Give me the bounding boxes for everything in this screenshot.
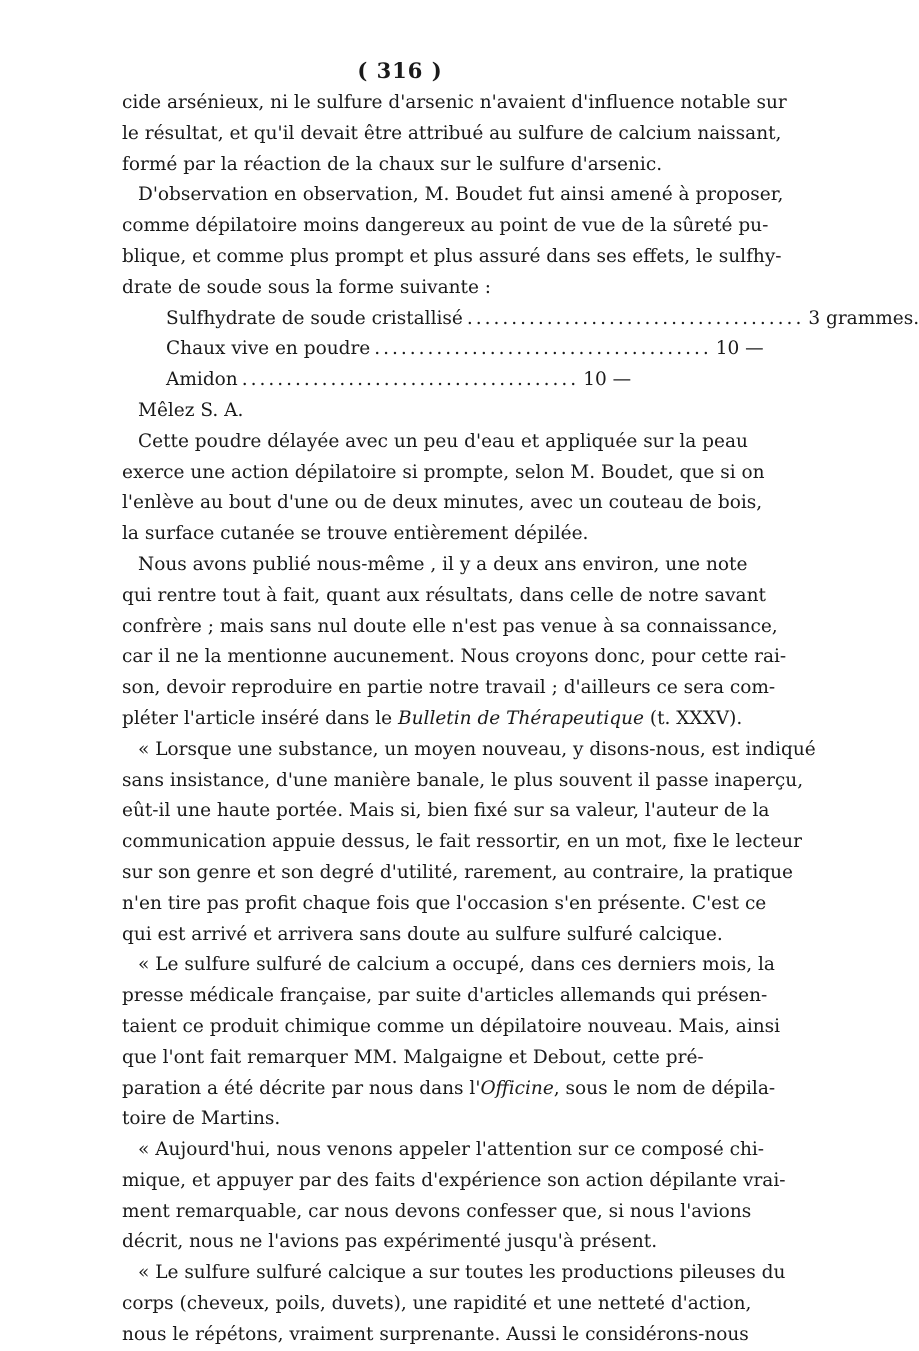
recipe-ingredient: Sulfhydrate de soude cristallisé (166, 307, 463, 329)
publication-title: Officine (480, 1077, 554, 1099)
text-line: communication appuie dessus, le fait ressortir, en un mot, fixe le lecteur (122, 831, 802, 853)
text-line: l'enlève au bout d'une ou de deux minutes, avec un couteau de bois, (122, 492, 763, 514)
recipe-row (122, 334, 764, 365)
text-line: nous le répétons, vraiment surprenante. Aussi le considérons-nous (122, 1323, 749, 1345)
text-line: qui rentre tout à fait, quant aux résultats, dans celle de notre savant (122, 584, 766, 606)
text-line: drate de soude sous la forme suivante : (122, 276, 492, 298)
text-line: Nous avons publié nous-même , il y a deux ans environ, une note (138, 553, 748, 575)
text-fragment: (t. XXXV). (643, 707, 743, 729)
text-line: ment remarquable, car nous devons confesser que, si nous l'avions (122, 1200, 752, 1222)
text-line: corps (cheveux, poils, duvets), une rapidité et une netteté d'action, (122, 1293, 752, 1315)
text-line: comme dépilatoire moins dangereux au point de vue de la sûreté pu- (122, 215, 769, 237)
text-line: exerce une action dépilatoire si prompte, selon M. Boudet, que si on (122, 461, 765, 483)
recipe-row (122, 304, 919, 335)
recipe-leader-dots: ...................................... (241, 369, 580, 391)
text-line (122, 704, 743, 735)
text-line: que l'ont fait remarquer MM. Malgaigne et Debout, cette pré- (122, 1046, 704, 1068)
recipe-ingredient: Chaux vive en poudre (166, 338, 371, 360)
text-line: blique, et comme plus prompt et plus assuré dans ses effets, le sulfhy- (122, 245, 782, 267)
recipe-quantity: 3 grammes. (808, 307, 919, 329)
text-line: Mêlez S. A. (138, 399, 244, 421)
page-body (122, 88, 919, 1351)
recipe-leader-dots: ...................................... (466, 307, 805, 329)
text-line: n'en tire pas profit chaque fois que l'occasion s'en présente. C'est ce (122, 892, 767, 914)
recipe-leader-dots: ...................................... (374, 338, 712, 360)
text-line: « Aujourd'hui, nous venons appeler l'attention sur ce composé chi- (138, 1139, 765, 1161)
text-line: formé par la réaction de la chaux sur le sulfure d'arsenic. (122, 153, 663, 175)
text-line: Cette poudre délayée avec un peu d'eau et appliquée sur la peau (138, 430, 748, 452)
text-line: cide arsénieux, ni le sulfure d'arsenic n'avaient d'influence notable sur (122, 92, 787, 113)
recipe-quantity: 10 — (583, 369, 632, 391)
text-line: décrit, nous ne l'avions pas expérimenté jusqu'à présent. (122, 1231, 658, 1253)
text-fragment: , sous le nom de dépila- (553, 1077, 776, 1099)
text-line: taient ce produit chimique comme un dépilatoire nouveau. Mais, ainsi (122, 1015, 781, 1037)
text-line: le résultat, et qu'il devait être attribué au sulfure de calcium naissant, (122, 122, 782, 144)
text-line: presse médicale française, par suite d'articles allemands qui présen- (122, 985, 768, 1007)
text-line: « Lorsque une substance, un moyen nouveau, y disons-nous, est indiqué (138, 738, 816, 760)
text-line: « Le sulfure sulfuré de calcium a occupé, dans ces derniers mois, la (138, 954, 775, 976)
text-fragment: paration a été décrite par nous dans l' (122, 1077, 481, 1099)
recipe-row (122, 365, 682, 396)
text-line (122, 1074, 776, 1105)
page-number: ( 316 ) (357, 58, 443, 83)
text-line: D'observation en observation, M. Boudet fut ainsi amené à proposer, (138, 184, 784, 206)
text-line: eût-il une haute portée. Mais si, bien fixé sur sa valeur, l'auteur de la (122, 800, 770, 822)
text-line: qui est arrivé et arrivera sans doute au sulfure sulfuré calcique. (122, 923, 723, 945)
text-line: sans insistance, d'une manière banale, le plus souvent il passe inaperçu, (122, 769, 804, 791)
text-line: « Le sulfure sulfuré calcique a sur toutes les productions pileuses du (138, 1262, 786, 1284)
journal-title: Bulletin de Thérapeutique (398, 707, 644, 729)
text-line: confrère ; mais sans nul doute elle n'est pas venue à sa connaissance, (122, 615, 778, 637)
text-line: mique, et appuyer par des faits d'expérience son action dépilante vrai- (122, 1169, 786, 1191)
recipe-quantity: 10 — (715, 338, 764, 360)
text-line: la surface cutanée se trouve entièrement dépilée. (122, 523, 589, 545)
text-line: son, devoir reproduire en partie notre travail ; d'ailleurs ce sera com- (122, 677, 776, 699)
text-line: sur son genre et son degré d'utilité, rarement, au contraire, la pratique (122, 861, 793, 883)
text-line: car il ne la mentionne aucunement. Nous croyons donc, pour cette rai- (122, 646, 787, 668)
recipe-ingredient: Amidon (166, 369, 238, 391)
text-fragment: pléter l'article inséré dans le (122, 707, 399, 729)
text-line: toire de Martins. (122, 1108, 281, 1130)
